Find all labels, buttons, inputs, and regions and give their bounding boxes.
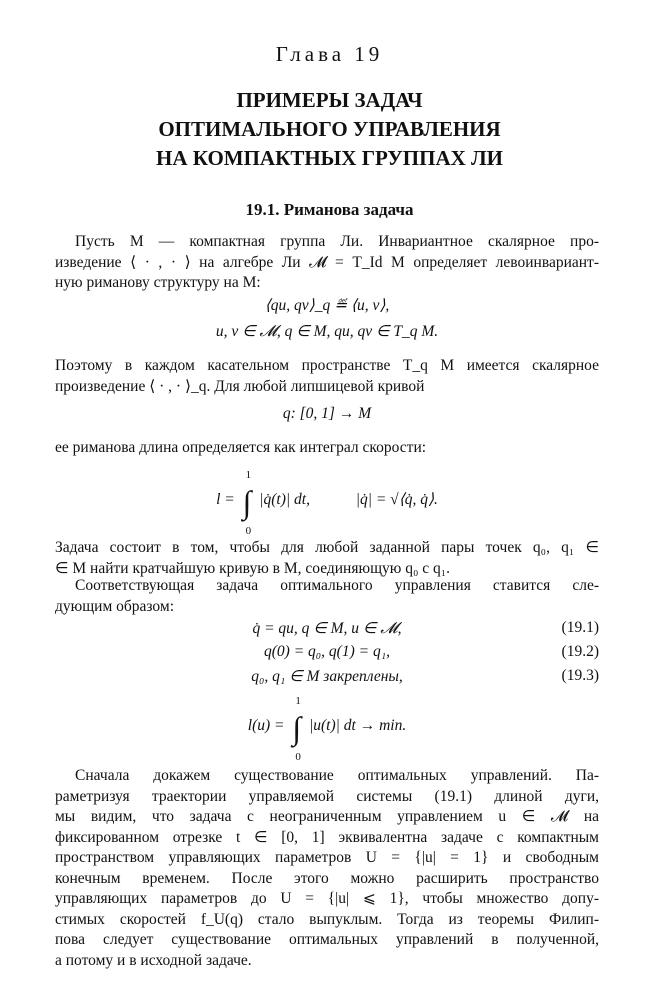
paragraph-6-line-8: стимых скоростей f_U(q) стало выпуклым. Тогда из теоремы Филип- [55, 910, 599, 928]
paragraph-6 [55, 766, 599, 971]
paragraph-1-line-2: изведение ⟨ · , · ⟩ на алгебре Ли 𝓜 = T_Id M определяет левоинвариант- [55, 253, 599, 271]
paragraph-2 [55, 356, 599, 397]
integral-upper-limit: 1 [245, 469, 252, 481]
cost-integral-lower-limit: 0 [295, 751, 301, 763]
paragraph-6-line-9: пова следует существование оптимальных управлений в полученной, [55, 931, 599, 948]
paragraph-6-line-1: Сначала докажем существование оптимальных управлений. Па- [75, 767, 599, 784]
paragraph-6-line-6: конечным временем. После этого можно расширить пространство [55, 869, 599, 887]
paragraph-4-line-2: ∈ M найти кратчайшую кривую в M, соединяющую q₀ с q₁. [55, 559, 451, 577]
equation-19-1-number: (19.1) [561, 619, 599, 636]
paragraph-3 [55, 438, 599, 459]
equation-19-3-number: (19.3) [561, 667, 599, 684]
equation-19-1-body: q̇ = qu, q ∈ M, u ∈ 𝓜, [252, 620, 402, 637]
paragraph-2-line-1: Поэтому в каждом касательном пространстве T_q M имеется скалярное [55, 357, 599, 374]
paragraph-6-line-5: пространством управляющих параметров U = {|u| = 1} и свободным [55, 849, 599, 866]
cost-integral-upper-limit: 1 [295, 695, 301, 707]
paragraph-6-line-10: а потому и в исходной задаче. [55, 951, 252, 969]
equation-19-3 [55, 667, 599, 686]
paragraph-1 [55, 232, 599, 294]
equation-cost-lhs: l(u) = [247, 717, 285, 734]
equation-19-2-number: (19.2) [561, 643, 599, 660]
cost-integral-sign: ∫ 1 0 [292, 695, 302, 763]
chapter-title-line-2: ОПТИМАЛЬНОГО УПРАВЛЕНИЯ [158, 117, 501, 141]
paragraph-6-line-2: раметризуя траектории управляемой системы (19.1) длиной дуги, [55, 787, 599, 805]
paragraph-3-line-1: ее риманова длина определяется как интеграл скорости: [55, 439, 427, 456]
paragraph-5-line-2: дующим образом: [55, 597, 174, 615]
equation-19-3-body: q₀, q₁ ∈ M закреплены, [251, 668, 403, 685]
section-heading: 19.1. Риманова задача [245, 200, 414, 219]
chapter-title-line-3: НА КОМПАКТНЫХ ГРУППАХ ЛИ [155, 146, 504, 170]
chapter-title-line-1: ПРИМЕРЫ ЗАДАЧ [236, 88, 423, 112]
paragraph-2-line-2: произведение ⟨ · , · ⟩_q. Для любой липшицевой кривой [55, 377, 425, 395]
paragraph-1-line-1: Пусть M — компактная группа Ли. Инвариантное скалярное про- [75, 233, 599, 250]
equation-length-body: |q̇(t)| dt, [259, 491, 310, 508]
equation-length-lhs: l = [216, 491, 235, 508]
equation-speed-norm: |q̇| = √⟨q̇, q̇⟩. [355, 491, 438, 508]
paragraph-5 [55, 576, 599, 617]
integral-sign: ∫ 1 0 [242, 469, 252, 537]
paragraph-4-line-1: Задача состоит в том, чтобы для любой заданной пары точек q₀, q₁ ∈ [55, 539, 599, 556]
paragraph-6-line-3: мы видим, что задача с неограниченным управлением u ∈ 𝓜 на [55, 808, 599, 825]
equation-metric: ⟨qu, qv⟩_q ≝ ⟨u, v⟩, [264, 297, 390, 314]
integral-lower-limit: 0 [245, 525, 252, 537]
equation-metric-domain: u, v ∈ 𝓜, q ∈ M, qu, qv ∈ T_q M. [215, 323, 439, 340]
chapter-title [0, 86, 659, 173]
paragraph-5-line-1: Соответствующая задача оптимального управления ставится сле- [75, 577, 599, 594]
paragraph-6-line-7: управляющих параметров до U = {|u| ⩽ 1}, чтобы множество допу- [55, 890, 599, 907]
equation-19-2-body: q(0) = q₀, q(1) = q₁, [264, 643, 390, 660]
paragraph-1-line-3: ную риманову структуру на M: [55, 274, 261, 291]
chapter-heading: Глава 19 [275, 42, 384, 66]
equation-19-1 [55, 619, 599, 638]
equation-cost-body: |u(t)| dt → min. [309, 717, 407, 734]
paragraph-4 [55, 538, 599, 579]
equation-cost [55, 695, 599, 763]
paragraph-6-line-4: фиксированном отрезке t ∈ [0, 1] эквивалентна задаче с компактным [55, 828, 599, 846]
equation-curve: q: [0, 1] → M [282, 405, 372, 422]
equation-19-2 [55, 643, 599, 661]
equation-length [55, 469, 599, 537]
